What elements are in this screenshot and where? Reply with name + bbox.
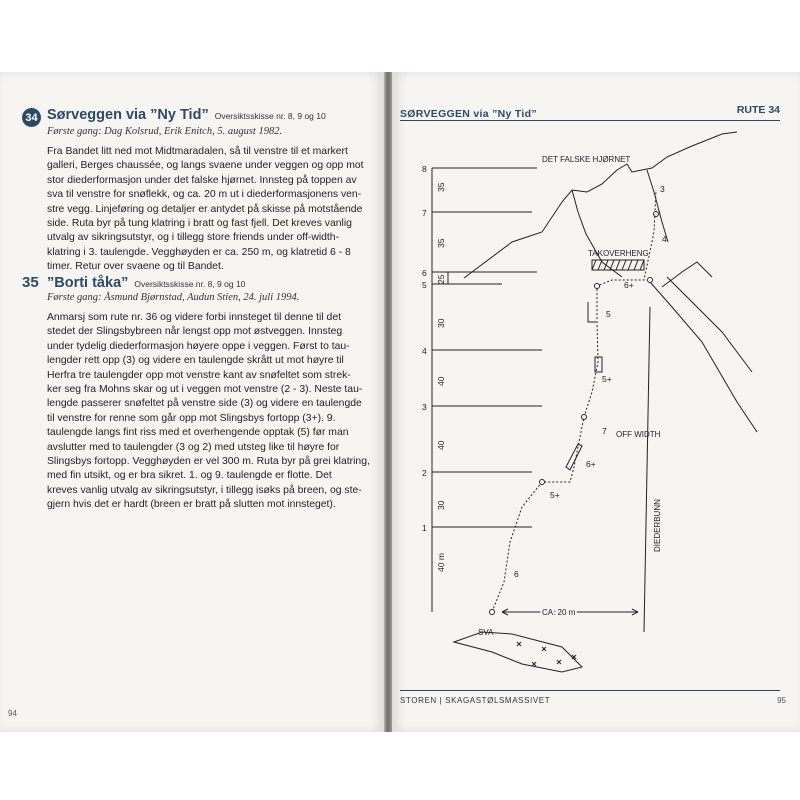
grade-label: 6 bbox=[514, 569, 519, 579]
route-description bbox=[47, 311, 372, 513]
text-line: lengder rett opp (3) og videre en taulengde skrått ut mot høyre til bbox=[47, 355, 344, 367]
route-35-heading bbox=[22, 274, 372, 291]
text-line: timer. Retur over svaene og til Bandet. bbox=[47, 261, 224, 273]
header-route-number: RUTE 34 bbox=[736, 104, 780, 116]
belay-station bbox=[595, 284, 600, 289]
scale-tick-label: 5 bbox=[422, 280, 427, 290]
grade-label: 6+ bbox=[624, 280, 634, 290]
segment-length: 25 bbox=[436, 274, 446, 284]
text-line: gjern hvis det er hardt (breen er bratt på slutten mot innsteget). bbox=[47, 499, 336, 511]
ridge-line bbox=[667, 277, 752, 372]
footer-separator: | bbox=[439, 696, 446, 705]
text-line: lengde passerer snøfeltet på venstre side (3) og videre en taulengde bbox=[47, 398, 362, 410]
route-number: 35 bbox=[22, 274, 39, 291]
segment-length: 35 bbox=[436, 182, 446, 192]
text-line: kreves vanlig utvalg av sikringsutstyr, i tillegg isøks på breen, og ste- bbox=[47, 484, 362, 496]
scale-tick-label: 3 bbox=[422, 402, 427, 412]
route-description bbox=[47, 145, 372, 275]
text-line: med fin utsikt, og er bra sikret. 1. og 9. taulengde er flotte. Det bbox=[47, 470, 332, 482]
first-ascent: Første gang: Dag Kolsrud, Erik Enitch, 5. august 1982. bbox=[47, 126, 283, 137]
book-gutter bbox=[384, 72, 392, 732]
label-roof: TAKOVERHENG bbox=[588, 249, 649, 258]
footer-massif: SKAGASTØLSMASSIVET bbox=[445, 696, 551, 705]
grade-label: 5+ bbox=[550, 490, 560, 500]
label-dihedral-floor: DIEDERBUNN bbox=[653, 499, 662, 552]
label-false-corner: DET FALSKE HJØRNET bbox=[542, 155, 631, 164]
corner-feature bbox=[566, 444, 582, 470]
text-line: sva til venstre for snøflekk, og ca. 20 m ut i diederformasjonens ven- bbox=[47, 189, 362, 201]
text-line: galleri, Berges chaussée, og langs svaene under veggen og opp mot bbox=[47, 160, 364, 172]
ridge-line bbox=[662, 262, 712, 287]
left-page bbox=[0, 72, 384, 732]
roof-hatching bbox=[592, 260, 644, 270]
route-title: ”Borti tåka” bbox=[47, 275, 129, 291]
corner-feature bbox=[588, 302, 596, 322]
page-number: 94 bbox=[8, 709, 17, 718]
text-line: Herfra tre taulengder opp mot venstre kant av snøfeltet som strek- bbox=[47, 369, 351, 381]
text-line: utvalg av sikringsutstyr, og i tillegg store friends under off-width- bbox=[47, 232, 340, 244]
belay-station bbox=[654, 212, 659, 217]
sketch-reference: Oversiktsskisse nr. 8, 9 og 10 bbox=[134, 279, 246, 289]
scale-tick-label: 4 bbox=[422, 346, 427, 356]
belay-station bbox=[490, 610, 495, 615]
belay-station bbox=[582, 415, 587, 420]
belay-station bbox=[540, 480, 545, 485]
route-title: Sørveggen via ”Ny Tid” bbox=[47, 106, 209, 123]
segment-length: 40 bbox=[436, 440, 446, 450]
text-line: under tydelig diederformasjon høyere oppe i veggen. Først to tau- bbox=[47, 340, 350, 352]
route-34-heading bbox=[22, 106, 372, 125]
text-line: taulengde langs fint riss med et overhengende opptak (5) før man bbox=[47, 427, 349, 439]
first-ascent: Første gang: Åsmund Bjørnstad, Audun Stien, 24. juli 1994. bbox=[47, 292, 300, 303]
text-line: stedet der Slingsbybreen når lengst opp mot østveggen. Innsteg bbox=[47, 326, 343, 338]
route-topo-sketch bbox=[392, 72, 800, 732]
segment-length: 30 bbox=[436, 500, 446, 510]
segment-length: 35 bbox=[436, 238, 446, 248]
label-distance: CA. 20 m bbox=[542, 608, 576, 617]
text-line: ker seg fra Mohns skar og ut i veggen mot venstre (2 - 3). Neste tau- bbox=[47, 384, 363, 396]
grade-label: 7 bbox=[602, 426, 607, 436]
scale-tick-label: 1 bbox=[422, 523, 427, 533]
ridge-line bbox=[572, 190, 622, 277]
segment-length: 40 bbox=[436, 376, 446, 386]
snow-marks bbox=[517, 642, 576, 666]
route-number-badge: 34 bbox=[22, 108, 41, 127]
ridge-line bbox=[647, 170, 668, 242]
grade-label: 6+ bbox=[586, 459, 596, 469]
route-35 bbox=[22, 274, 372, 513]
text-line: avslutter med to taulengder (3 og 2) med utsteg like til høyre for bbox=[47, 441, 340, 453]
text-line: Slingsbys fortopp. Vegghøyden er vel 300 m. Ruta byr på grei klatring, bbox=[47, 456, 370, 468]
dihedral-line bbox=[644, 307, 650, 632]
page-number: 95 bbox=[777, 696, 786, 705]
text-line: side. Ruta byr på tung klatring i bratt og fast fjell. Det kreves vanlig bbox=[47, 218, 352, 230]
grade-label: 5 bbox=[606, 309, 611, 319]
running-footer bbox=[400, 696, 550, 705]
text-line: klatring i 3. taulengde. Vegghøyden er ca. 250 m, og klatretid 6 - 8 bbox=[47, 246, 351, 258]
scale-tick-label: 8 bbox=[422, 164, 427, 174]
belay-station bbox=[648, 278, 653, 283]
right-page bbox=[392, 72, 800, 732]
grade-label: 5+ bbox=[602, 374, 612, 384]
grade-label: 4 bbox=[662, 234, 667, 244]
label-slab: SVA bbox=[478, 628, 494, 637]
header-title: SØRVEGGEN via ”Ny Tid” bbox=[400, 108, 537, 120]
scale-tick-label: 7 bbox=[422, 208, 427, 218]
scale-tick-label: 6 bbox=[422, 268, 427, 278]
grade-label: 3 bbox=[660, 184, 665, 194]
label-off-width: OFF WIDTH bbox=[616, 430, 661, 439]
segment-length: 40 m bbox=[436, 553, 446, 572]
text-line: til venstre for renne som går opp mot Slingsbys fortopp (3+). 9. bbox=[47, 412, 336, 424]
segment-length: 30 bbox=[436, 318, 446, 328]
scale-tick-label: 2 bbox=[422, 468, 427, 478]
sketch-reference: Oversiktsskisse nr. 8, 9 og 10 bbox=[214, 110, 326, 121]
text-line: Fra Bandet litt ned mot Midtmaradalen, så til venstre til et markert bbox=[47, 146, 348, 157]
text-line: stre vegg. Linjeføring og detaljer er antydet på skisse på motstående bbox=[47, 203, 363, 215]
text-line: Anmarsj som rute nr. 36 og videre forbi innsteget til denne til det bbox=[47, 312, 341, 323]
slab-outline bbox=[454, 632, 582, 672]
footer-area: STOREN bbox=[400, 696, 437, 705]
text-line: stor diederformasjon under det falske hjørnet. Innsteg på toppen av bbox=[47, 174, 357, 186]
footer-rule bbox=[400, 690, 780, 691]
route-34 bbox=[22, 106, 372, 275]
